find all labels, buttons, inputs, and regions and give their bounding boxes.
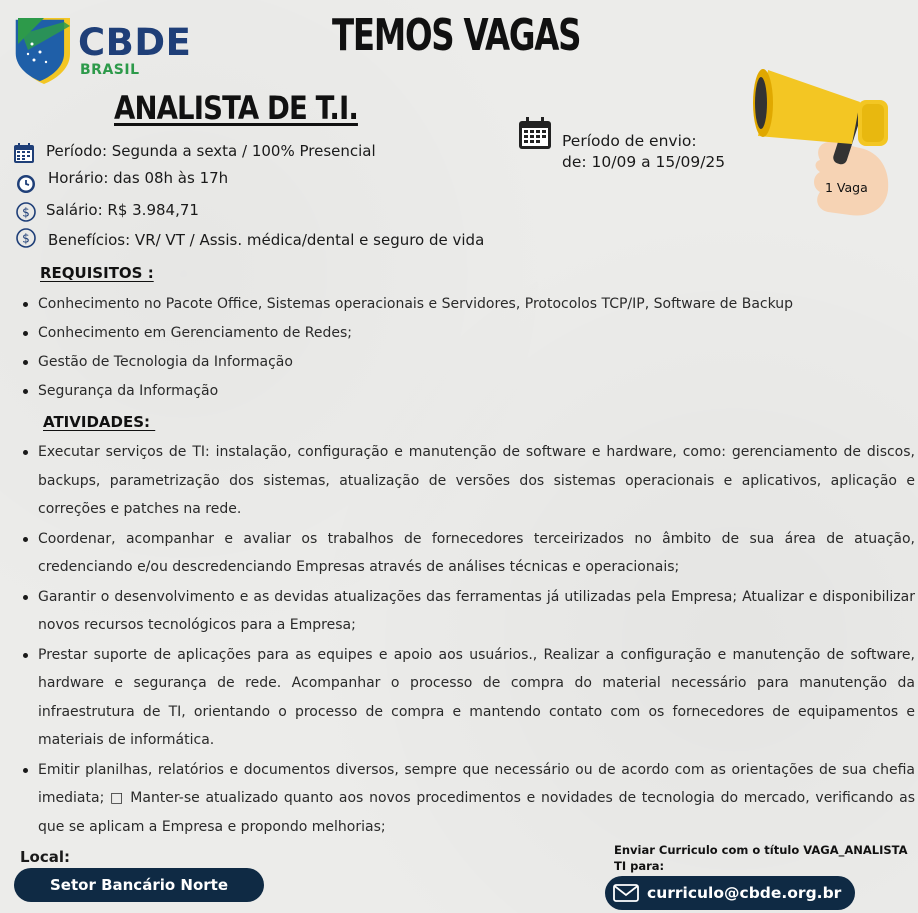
envelope-icon (613, 883, 639, 903)
list-item: Prestar suporte de aplicações para as equipes e apoio aos usuários., Realizar a configuração e manutenção de software, hardware e segurança de rede. Acompanhar o processo de compra do material necessário para manutenção da infraestrutura de TI, orientando o processo de compra e mantendo contato com os fornecedores de equipamentos e materiais de informática. (20, 641, 915, 755)
location-value: Setor Bancário Norte (50, 876, 228, 894)
headline: TEMOS VAGAS (332, 10, 581, 61)
send-period-label: Período de envio: (562, 132, 697, 150)
clock-icon (15, 172, 37, 194)
send-period (562, 131, 725, 173)
activities-title: ATIVIDADES: (43, 413, 156, 431)
hours-info: Horário: das 08h às 17h (48, 169, 229, 187)
logo-name: CBDE (78, 21, 192, 64)
list-item: Emitir planilhas, relatórios e documentos diversos, sempre que necessário ou de acordo com as orientações de sua chefia imediata; □ Manter-se atualizado quanto aos novos procedimentos e novidades de tecnologia do mercado, verificando as que se aplicam a Empresa e propondo melhorias; (20, 756, 915, 842)
list-item: Segurança da Informação (20, 377, 900, 406)
cbde-logo-shield (14, 14, 76, 86)
email-address[interactable]: curriculo@cbde.org.br (647, 884, 842, 902)
list-item: Coordenar, acompanhar e avaliar os trabalhos de fornecedores terceirizados no âmbito de sua área de atuação, credenciando e/ou descredenciando Empresas através de análises técnicas e operacionais; (20, 525, 915, 582)
dollar-icon (15, 227, 37, 249)
location-label: Local: (20, 848, 71, 866)
list-item: Conhecimento no Pacote Office, Sistemas operacionais e Servidores, Protocolos TCP/IP, Software de Backup (20, 290, 900, 319)
calendar-icon (13, 142, 35, 164)
activities-list (20, 438, 915, 842)
vacancies-count: 1 Vaga (825, 180, 868, 195)
requirements-list (20, 290, 900, 406)
send-instructions: Enviar Curriculo com o título VAGA_ANALISTA TI para: (614, 843, 908, 873)
requirements-title: REQUISITOS : (40, 264, 154, 282)
period-info: Período: Segunda a sexta / 100% Presencial (46, 142, 376, 160)
salary-info: Salário: R$ 3.984,71 (46, 201, 199, 219)
list-item: Conhecimento em Gerenciamento de Redes; (20, 319, 900, 348)
svg-text:$: $ (22, 231, 30, 246)
list-item: Executar serviços de TI: instalação, configuração e manutenção de software e hardware, como: gerenciamento de discos, backups, parametrização dos sistemas, atualização de versões dos sistemas operacionais e aplicativos, aplicação e correções e patches na rede. (20, 438, 915, 524)
list-item: Gestão de Tecnologia da Informação (20, 348, 900, 377)
megaphone-icon (740, 40, 900, 220)
email-pill[interactable] (605, 876, 855, 910)
dollar-icon (15, 201, 37, 223)
logo-subtitle: BRASIL (80, 62, 140, 78)
job-title: ANALISTA DE T.I. (114, 89, 358, 127)
svg-text:$: $ (22, 205, 30, 220)
send-period-dates: de: 10/09 a 15/09/25 (562, 153, 726, 171)
list-item: Garantir o desenvolvimento e as devidas atualizações das ferramentas já utilizadas pela Empresa; Atualizar e disponibilizar novos recursos tecnológicos para a Empresa; (20, 583, 915, 640)
benefits-info: Benefícios: VR/ VT / Assis. médica/dental e seguro de vida (48, 231, 485, 249)
calendar-icon (518, 116, 552, 150)
location-pill (14, 868, 264, 902)
